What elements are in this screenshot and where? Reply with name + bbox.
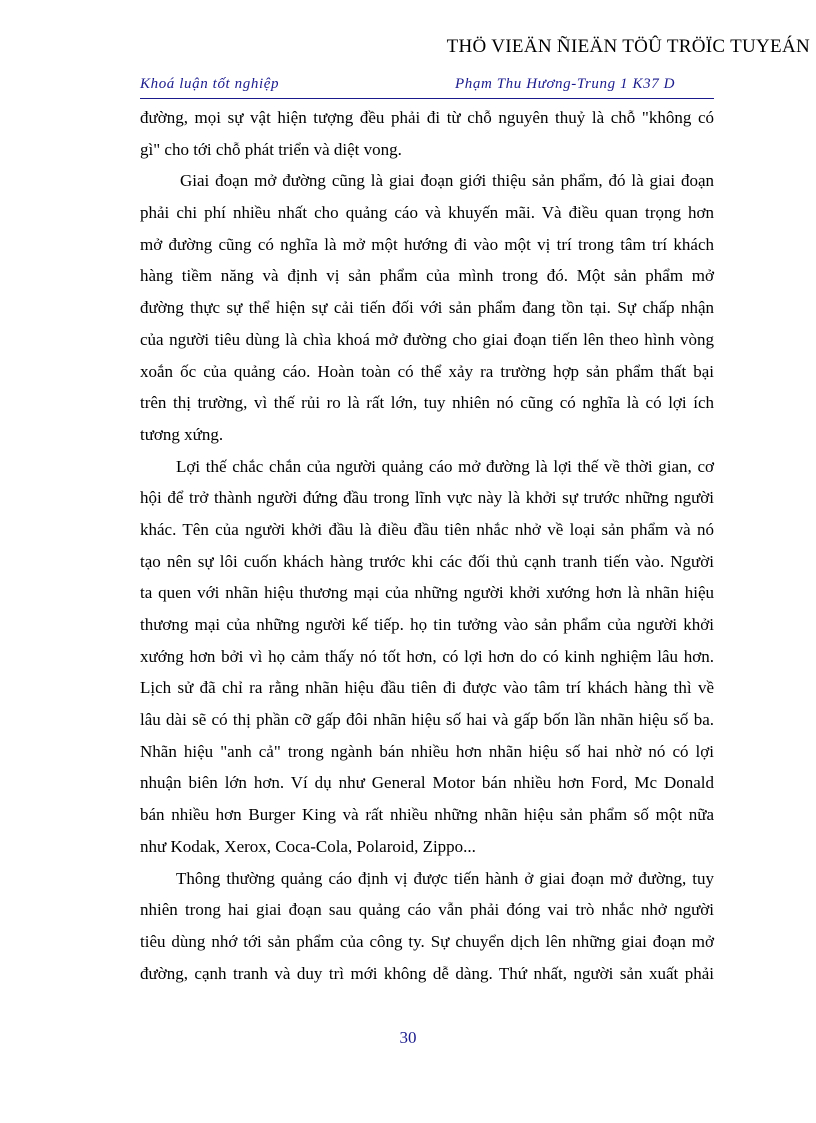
paragraph-line: của người tiêu dùng là chìa khoá mở đường cho giai đoạn tiến lên theo hình vòng bbox=[140, 329, 714, 349]
paragraph-line: đường, mọi sự vật hiện tượng đều phải đi từ chỗ nguyên thuỷ là chỗ "không có bbox=[140, 108, 714, 127]
paragraph-line: phải chi phí nhiều nhất cho quảng cáo và khuyến mãi. Và điều quan trọng hơn bbox=[140, 203, 714, 223]
paragraph-line: tương xứng. bbox=[140, 424, 224, 444]
paragraph-line: bán nhiều hơn Burger King và rất nhiều những nhãn hiệu sản phẩm số một nữa bbox=[140, 805, 714, 825]
header-thesis-label: Khoá luận tốt nghiệp bbox=[140, 76, 280, 92]
paragraph-line: Thông thường quảng cáo định vị được tiến hành ở giai đoạn mở đường, tuy bbox=[176, 868, 714, 888]
paragraph-line: thương mại của những người kế tiếp. họ tin tưởng vào sản phẩm của người khởi bbox=[140, 615, 714, 634]
paragraph-line: lâu dài sẽ có thị phần cỡ gấp đôi nhãn hiệu số hai và gấp bốn lần nhãn hiệu số ba. bbox=[140, 710, 714, 730]
body-text bbox=[140, 102, 714, 989]
paragraph-line: Lịch sử đã chỉ ra rằng nhãn hiệu đầu tiên đi được vào tâm trí khách hàng thì về bbox=[140, 678, 714, 698]
paragraph-line: gì" cho tới chỗ phát triển và diệt vong. bbox=[140, 139, 402, 159]
paragraph-line: hàng tiềm năng và định vị sản phẩm của mình trong đó. Một sản phẩm mở bbox=[140, 266, 714, 286]
running-header bbox=[140, 74, 714, 99]
paragraph-line: Nhãn hiệu "anh cả" trong ngành bán nhiều hơn nhãn hiệu số hai nhờ nó có lợi bbox=[140, 741, 714, 761]
paragraph-line: mở đường cũng có nghĩa là mở một hướng đi vào một vị trí trong tâm trí khách bbox=[140, 234, 714, 254]
paragraph-line: như Kodak, Xerox, Coca-Cola, Polaroid, Zippo... bbox=[140, 836, 476, 856]
paragraph-line: đường thực sự thể hiện sự cải tiến đối với sản phẩm đang tồn tại. Sự chấp nhận bbox=[140, 298, 714, 318]
site-banner: THÖ VIEÄN ÑIEÄN TÖÛ TRÖÏC TUYEÁN bbox=[446, 36, 810, 57]
paragraph-line: xoắn ốc của quảng cáo. Hoàn toàn có thể xảy ra trường hợp sản phẩm thất bại bbox=[140, 361, 714, 381]
paragraph-line: Lợi thế chắc chắn của người quảng cáo mở đường là lợi thế về thời gian, cơ bbox=[176, 456, 714, 476]
paragraph-line: khác. Tên của người khởi đầu là điều đầu tiên nhắc nhở về loại sản phẩm và nó bbox=[140, 519, 714, 539]
header-author: Phạm Thu Hương-Trung 1 K37 D bbox=[455, 76, 676, 92]
paragraph-line: đường, cạnh tranh và duy trì mới không dễ dàng. Thứ nhất, người sản xuất phải bbox=[140, 963, 714, 983]
paragraph-line: xướng hơn bởi vì họ cảm thấy nó tốt hơn, có lợi hơn do có kinh nghiệm lâu hơn. bbox=[140, 646, 714, 666]
page-number: 30 bbox=[399, 1028, 417, 1047]
paragraph-line: tạo nên sự lôi cuốn khách hàng trước khi các đối thủ cạnh tranh tiến vào. Người bbox=[140, 551, 714, 571]
paragraph-line: tiêu dùng nhớ tới sản phẩm của công ty. Sự chuyển dịch lên những giai đoạn mở bbox=[140, 931, 714, 951]
paragraph-line: trên thị trường, vì thế rủi ro là rất lớn, tuy nhiên nó cũng có nghĩa là có lợi ích bbox=[140, 393, 714, 413]
paragraph-line: Giai đoạn mở đường cũng là giai đoạn giới thiệu sản phẩm, đó là giai đoạn bbox=[180, 171, 714, 191]
paragraph-line: nhuận biên lớn hơn. Ví dụ như General Motor bán nhiều hơn Ford, Mc Donald bbox=[140, 773, 714, 793]
paragraph-line: ta quen với nhãn hiệu thương mại của những người khởi xướng hơn là nhãn hiệu bbox=[140, 583, 714, 603]
paragraph-line: hội để trở thành người đứng đầu trong lĩnh vực này là khởi sự trước những người bbox=[140, 488, 714, 508]
paragraph-line: nhiên trong hai giai đoạn sau quảng cáo vẫn phải đóng vai trò nhắc nhở người bbox=[140, 900, 714, 920]
